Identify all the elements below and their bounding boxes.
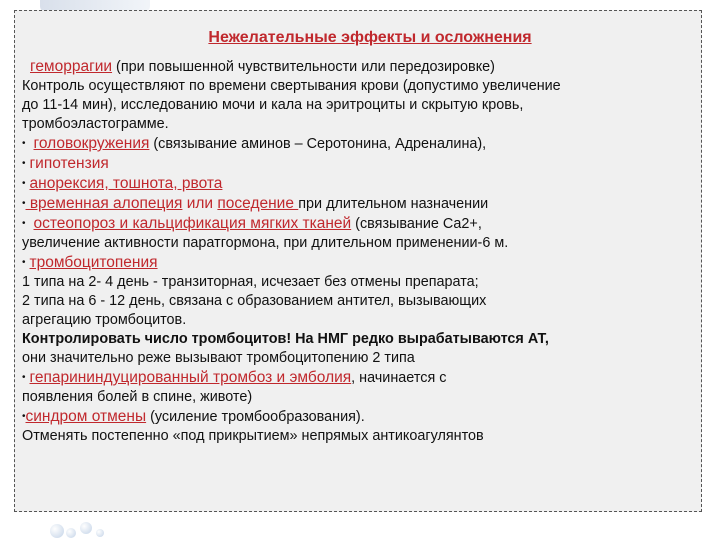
- line-control-2: до 11-14 мин), исследованию мочи и кала на эритроциты и скрытую кровь,: [22, 97, 524, 113]
- bottom-decoration: [50, 520, 150, 540]
- term-thrombocytopenia: тромбоцитопения: [29, 254, 158, 271]
- term-withdrawal: синдром отмены: [25, 408, 147, 425]
- bullet: •: [22, 257, 26, 268]
- bullet: •: [22, 218, 26, 229]
- line-cancel-gradually: Отменять постепенно «под прикрытием» непрямых антикоагулянтов: [22, 428, 484, 444]
- line-type1: 1 типа на 2- 4 день - транзиторная, исчезает без отмены препарата;: [22, 274, 479, 290]
- term-graying: поседение: [217, 195, 299, 212]
- line-pain: появления болей в спине, животе): [22, 389, 253, 405]
- term-dizziness: головокружения: [33, 135, 150, 152]
- line-control-platelets: Контролировать число тромбоцитов! На НМГ редко вырабатываются АТ,: [22, 331, 549, 347]
- line-parathormone: увеличение активности паратгормона, при длительном применении-6 м.: [22, 235, 509, 251]
- line-control: Контроль осуществляют по времени свертывания крови (допустимо увеличение: [22, 78, 561, 94]
- line-anorexia: [22, 174, 700, 194]
- line-control-3: тромбоэластограмме.: [22, 116, 169, 132]
- bullet: •: [22, 178, 26, 189]
- bullet: •: [22, 138, 26, 149]
- line-hypotension: [22, 154, 700, 174]
- bullet: •: [22, 411, 26, 422]
- line-withdrawal: •синдром отмены (усиление тромбообразования).: [22, 408, 365, 425]
- term-hemorrhage: геморрагии: [30, 58, 113, 75]
- line-thrombocytopenia: [22, 253, 700, 273]
- line-hit: • гепарининдуцированный тромбоз и эмболия, начинается с: [22, 369, 447, 386]
- term-alopecia: временная алопеция: [25, 195, 183, 212]
- line-aggregation: агрегацию тромбоцитов.: [22, 312, 187, 328]
- content-text: [22, 57, 700, 446]
- term-anorexia: анорексия, тошнота, рвота: [29, 175, 223, 192]
- term-hypotension: гипотензия: [29, 155, 109, 172]
- bullet: •: [22, 158, 26, 169]
- line-type2: 2 типа на 6 - 12 день, связана с образованием антител, вызывающих: [22, 293, 487, 309]
- line-hemorrhage: геморрагии (при повышенной чувствительности или передозировке): [30, 58, 495, 75]
- line-lmwh: они значительно реже вызывают тромбоцитопению 2 типа: [22, 350, 415, 366]
- bullet: •: [22, 372, 26, 383]
- slide-title: Нежелательные эффекты и осложнения: [208, 29, 532, 46]
- bullet: •: [22, 198, 26, 209]
- term-hit: гепарининдуцированный тромбоз и эмболия: [29, 369, 352, 386]
- line-osteoporosis: • остеопороз и кальцификация мягких тканей (связывание Са2+,: [22, 215, 482, 232]
- line-alopecia: • временная алопеция или поседение при длительном назначении: [22, 195, 489, 212]
- term-osteoporosis: остеопороз и кальцификация мягких тканей: [33, 215, 352, 232]
- line-dizziness: • головокружения (связывание аминов – Серотонина, Адреналина),: [22, 135, 487, 152]
